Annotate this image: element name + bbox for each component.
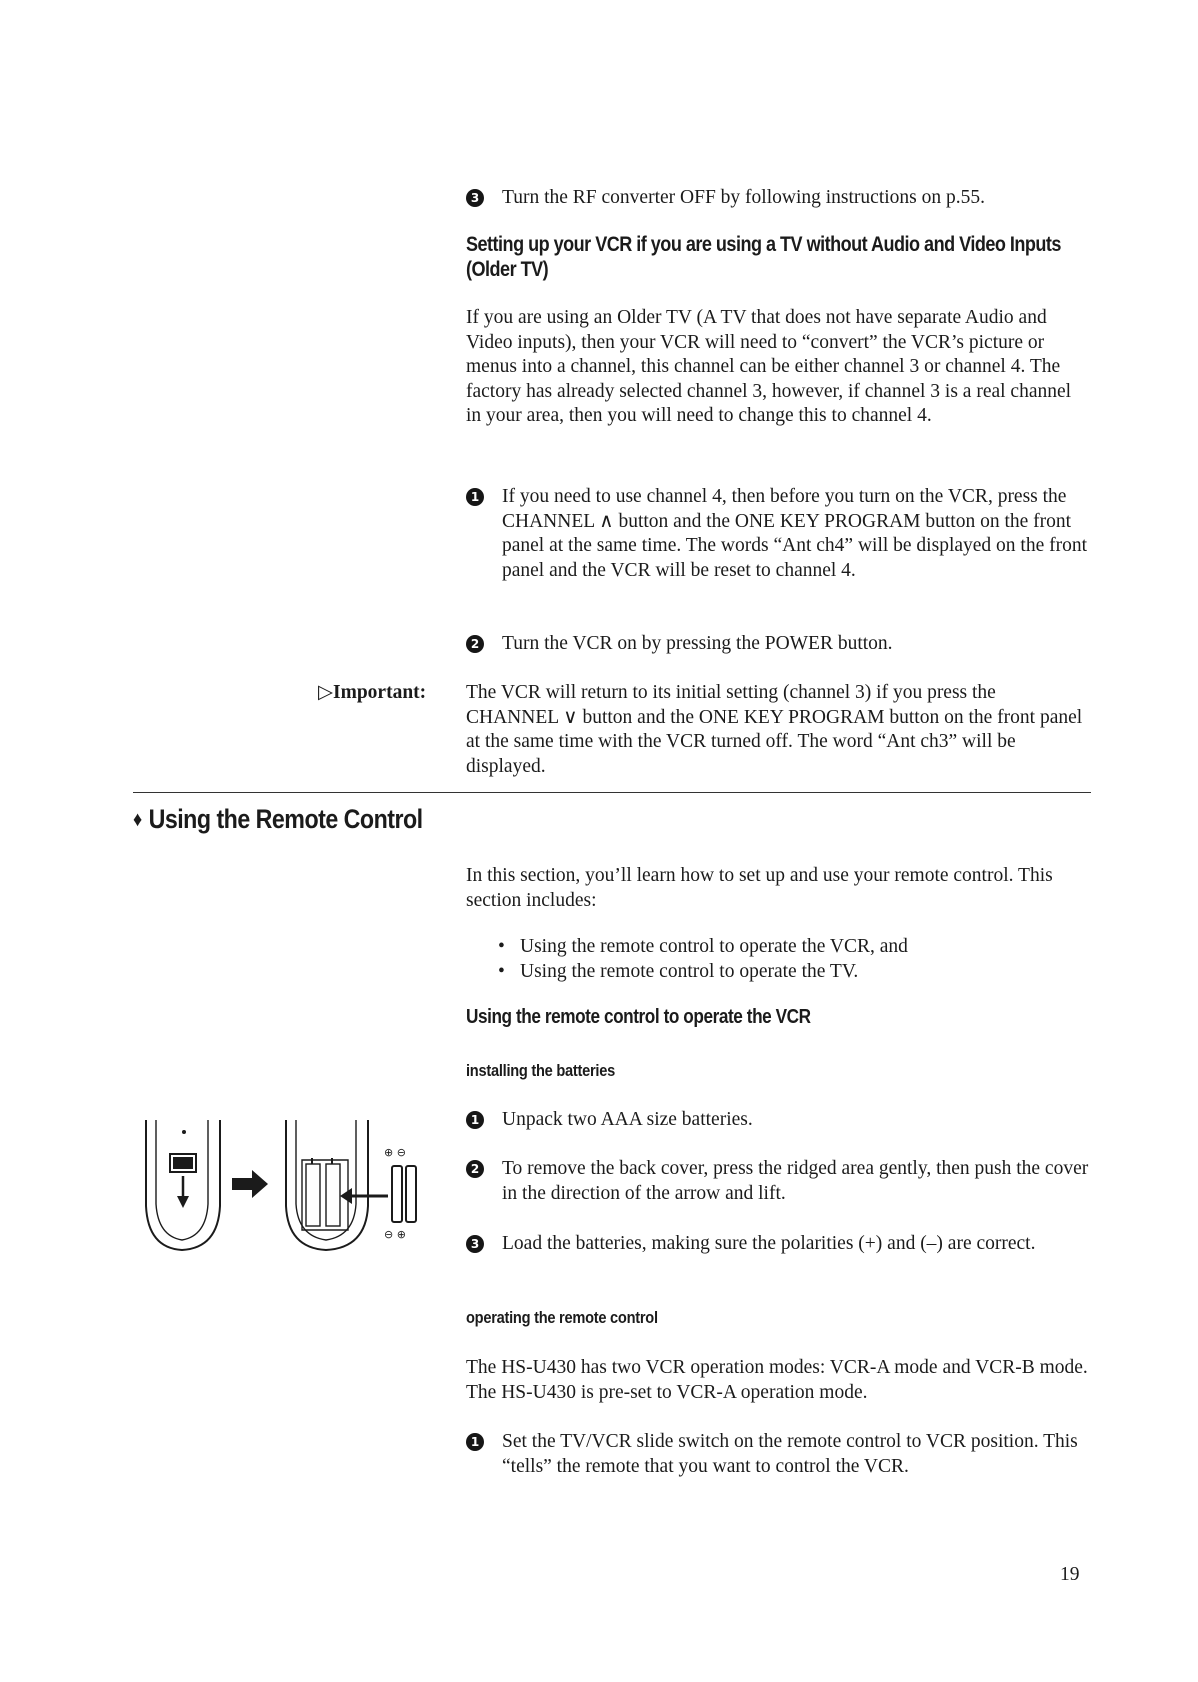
step-number-badge: 1 <box>466 1433 484 1451</box>
step-number-badge: 2 <box>466 635 484 653</box>
subheading-operate-vcr: Using the remote control to operate the VCR <box>466 1006 811 1028</box>
battery-step-1 <box>466 1108 1096 1134</box>
battery-step-2 <box>466 1157 1096 1207</box>
step-text: Load the batteries, making sure the polarities (+) and (–) are correct. <box>502 1233 1036 1254</box>
list-item: • Using the remote control to operate the VCR, and <box>490 935 1090 960</box>
operating-step-1 <box>466 1430 1096 1506</box>
important-label: ▷Important: <box>318 682 427 703</box>
step-text: Unpack two AAA size batteries. <box>502 1109 753 1130</box>
older-tv-step-2 <box>466 632 1096 658</box>
older-tv-intro: If you are using an Older TV (A TV that does not have separate Audio and Video inputs), then your VCR will need to “convert” the VCR’s picture or menus into a channel, this channel can be either channel 3 or channel 4. The factory has already selected channel 3, however, if channel 3 is a real channel in your area, then you will need to change this to channel 4. <box>466 307 1072 426</box>
important-note: The VCR will return to its initial setting (channel 3) if you press the CHANNEL ∨ button and the ONE KEY PROGRAM button on the front panel at the same time with the VCR turned off. The word “Ant ch3” will be displayed. <box>466 682 1083 777</box>
operating-intro: The HS-U430 has two VCR operation modes: VCR-A mode and VCR-B mode. The HS-U430 is pre-set to VCR-A operation mode. <box>466 1357 1088 1403</box>
battery-step-3 <box>466 1232 1096 1282</box>
diamond-bullet-icon: ♦ <box>133 808 142 831</box>
battery-installation-figure <box>140 1118 440 1258</box>
step-text: Turn the VCR on by pressing the POWER button. <box>502 633 893 654</box>
step-text: If you need to use channel 4, then before you turn on the VCR, press the CHANNEL ∧ button and the ONE KEY PROGRAM button on the front panel at the same time. The words “Ant ch4” will be displayed on the front panel and the VCR will be reset to channel 4. <box>502 486 1088 581</box>
step-text: To remove the back cover, press the ridged area gently, then push the cover in the direction of the arrow and lift. <box>502 1158 1089 1204</box>
section-heading-text: Using the Remote Control <box>148 804 423 834</box>
polarity-bottom-label: ⊖ ⊕ <box>384 1228 406 1241</box>
page-number: 19 <box>1060 1564 1080 1585</box>
section-heading-remote <box>133 804 423 835</box>
step-number-badge: 3 <box>466 189 484 207</box>
remote-bullet-list <box>490 935 1090 984</box>
step-number-badge: 1 <box>466 1111 484 1129</box>
polarity-top-label: ⊕ ⊖ <box>384 1146 406 1159</box>
step-rf-converter <box>466 186 1096 212</box>
right-arrow-icon <box>232 1170 268 1198</box>
remote-intro: In this section, you’ll learn how to set up and use your remote control. This section includes: <box>466 865 1053 911</box>
section-divider <box>133 792 1091 793</box>
list-item: • Using the remote control to operate the TV. <box>490 960 1090 985</box>
step-text: Set the TV/VCR slide switch on the remote control to VCR position. This “tells” the remote that you want to control the VCR. <box>502 1431 1078 1477</box>
step-number-badge: 2 <box>466 1160 484 1178</box>
subheading-operating-remote: operating the remote control <box>466 1308 658 1327</box>
older-tv-step-1 <box>466 485 1096 609</box>
slide-down-arrow-icon <box>177 1196 189 1208</box>
subheading-installing-batteries: installing the batteries <box>466 1061 615 1080</box>
step-text: Turn the RF converter OFF by following instructions on p.55. <box>502 187 985 208</box>
step-number-badge: 3 <box>466 1235 484 1253</box>
step-number-badge: 1 <box>466 488 484 506</box>
section-heading-older-tv: Setting up your VCR if you are using a TV without Audio and Video Inputs (Older TV) <box>466 233 1061 281</box>
